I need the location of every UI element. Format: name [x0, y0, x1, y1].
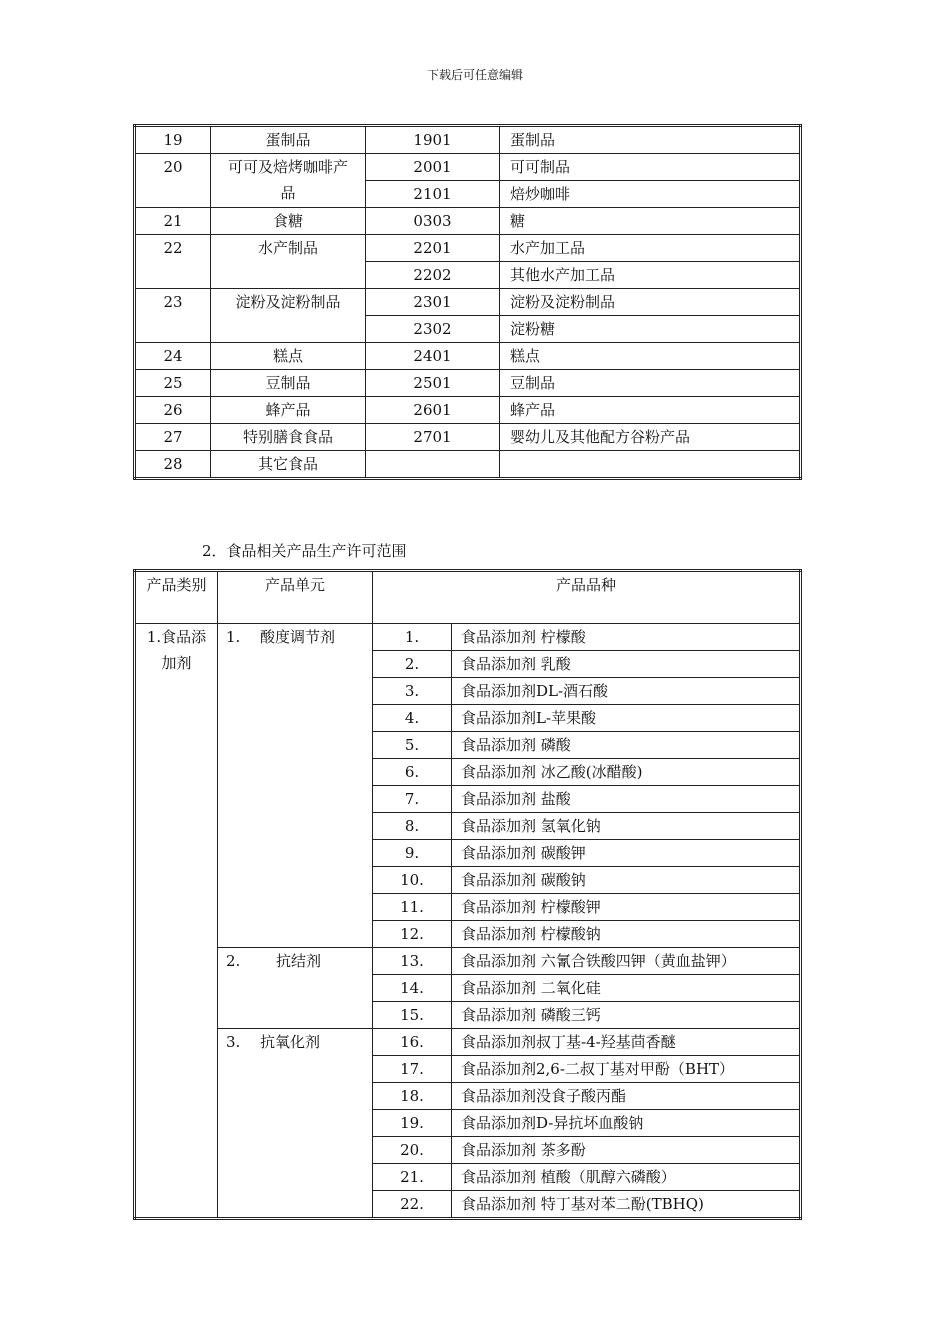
unit-number: 1.	[226, 628, 241, 646]
unit-code: 1901	[366, 126, 500, 154]
unit-name: 蛋制品	[500, 126, 801, 154]
variety-name: 食品添加剂 植酸（肌醇六磷酸）	[452, 1164, 801, 1191]
variety-name: 食品添加剂 二氧化硅	[452, 975, 801, 1002]
variety-name: 食品添加剂没食子酸丙酯	[452, 1083, 801, 1110]
table-row	[135, 451, 801, 479]
table-row	[135, 1029, 801, 1056]
table-header-row	[135, 571, 801, 624]
category-name: 淀粉及淀粉制品	[211, 289, 366, 343]
variety-name: 食品添加剂2,6-二叔丁基对甲酚（BHT）	[452, 1056, 801, 1083]
variety-number: 14.	[373, 975, 452, 1002]
category-number: 22	[135, 235, 211, 289]
variety-number: 7.	[373, 786, 452, 813]
variety-name: 食品添加剂 磷酸	[452, 732, 801, 759]
header-variety: 产品品种	[373, 571, 801, 624]
variety-number: 8.	[373, 813, 452, 840]
unit-code: 2101	[366, 181, 500, 208]
unit-code: 2501	[366, 370, 500, 397]
variety-name: 食品添加剂D-异抗坏血酸钠	[452, 1110, 801, 1137]
unit-code: 2001	[366, 154, 500, 181]
unit-name: 其他水产加工品	[500, 262, 801, 289]
category-name: 蛋制品	[211, 126, 366, 154]
table-row	[135, 624, 801, 651]
unit-code	[366, 451, 500, 479]
unit-name	[500, 451, 801, 479]
variety-number: 10.	[373, 867, 452, 894]
product-category: 1.食品添加剂	[135, 624, 218, 1219]
variety-number: 4.	[373, 705, 452, 732]
variety-name: 食品添加剂 特丁基对苯二酚(TBHQ)	[452, 1191, 801, 1219]
header-unit: 产品单元	[218, 571, 373, 624]
variety-number: 20.	[373, 1137, 452, 1164]
variety-number: 18.	[373, 1083, 452, 1110]
unit-code: 2201	[366, 235, 500, 262]
variety-number: 2.	[373, 651, 452, 678]
table-row	[135, 126, 801, 154]
category-number: 28	[135, 451, 211, 479]
unit-name: 淀粉及淀粉制品	[500, 289, 801, 316]
page-header: 下载后可任意编辑	[426, 68, 523, 82]
product-unit	[218, 624, 373, 948]
unit-code: 2601	[366, 397, 500, 424]
unit-code: 0303	[366, 208, 500, 235]
variety-number: 9.	[373, 840, 452, 867]
table-row	[135, 948, 801, 975]
variety-name: 食品添加剂叔丁基-4-羟基茴香醚	[452, 1029, 801, 1056]
unit-name: 糖	[500, 208, 801, 235]
variety-number: 16.	[373, 1029, 452, 1056]
category-number: 25	[135, 370, 211, 397]
unit-code: 2302	[366, 316, 500, 343]
product-unit	[218, 1029, 373, 1219]
variety-name: 食品添加剂DL-酒石酸	[452, 678, 801, 705]
table-row	[135, 424, 801, 451]
variety-name: 食品添加剂 柠檬酸钾	[452, 894, 801, 921]
unit-code: 2301	[366, 289, 500, 316]
unit-name: 糕点	[500, 343, 801, 370]
product-unit	[218, 948, 373, 1029]
variety-name: 食品添加剂 茶多酚	[452, 1137, 801, 1164]
variety-number: 15.	[373, 1002, 452, 1029]
variety-name: 食品添加剂 碳酸钠	[452, 867, 801, 894]
category-name: 水产制品	[211, 235, 366, 289]
unit-name: 婴幼儿及其他配方谷粉产品	[500, 424, 801, 451]
category-number: 26	[135, 397, 211, 424]
category-number: 19	[135, 126, 211, 154]
variety-number: 5.	[373, 732, 452, 759]
variety-name: 食品添加剂 磷酸三钙	[452, 1002, 801, 1029]
variety-number: 11.	[373, 894, 452, 921]
unit-number: 3.	[226, 1033, 241, 1051]
variety-name: 食品添加剂 碳酸钾	[452, 840, 801, 867]
variety-number: 19.	[373, 1110, 452, 1137]
variety-name: 食品添加剂L-苹果酸	[452, 705, 801, 732]
unit-name: 可可制品	[500, 154, 801, 181]
category-number: 23	[135, 289, 211, 343]
category-name: 其它食品	[211, 451, 366, 479]
category-number: 21	[135, 208, 211, 235]
unit-name: 酸度调节剂	[260, 628, 336, 646]
unit-name: 抗结剂	[276, 952, 322, 970]
variety-number: 13.	[373, 948, 452, 975]
table-row	[135, 343, 801, 370]
unit-code: 2401	[366, 343, 500, 370]
table-row	[135, 370, 801, 397]
category-name: 可可及焙烤咖啡产品	[211, 154, 366, 208]
unit-name: 淀粉糖	[500, 316, 801, 343]
section-title: 2．食品相关产品生产许可范围	[202, 542, 407, 560]
variety-number: 3.	[373, 678, 452, 705]
table-row	[135, 154, 801, 181]
variety-number: 1.	[373, 624, 452, 651]
variety-number: 6.	[373, 759, 452, 786]
variety-name: 食品添加剂 氢氧化钠	[452, 813, 801, 840]
category-number: 20	[135, 154, 211, 208]
table-row	[135, 208, 801, 235]
table-row	[135, 235, 801, 262]
category-number: 27	[135, 424, 211, 451]
category-number: 24	[135, 343, 211, 370]
unit-number: 2.	[226, 952, 241, 970]
table-row	[135, 289, 801, 316]
unit-name: 豆制品	[500, 370, 801, 397]
food-category-table	[133, 124, 802, 480]
variety-name: 食品添加剂 六氰合铁酸四钾（黄血盐钾）	[452, 948, 801, 975]
variety-number: 12.	[373, 921, 452, 948]
unit-name: 蜂产品	[500, 397, 801, 424]
unit-name: 水产加工品	[500, 235, 801, 262]
unit-name: 抗氧化剂	[260, 1033, 321, 1051]
variety-name: 食品添加剂 盐酸	[452, 786, 801, 813]
unit-code: 2701	[366, 424, 500, 451]
related-products-table	[133, 569, 802, 1220]
category-name: 特别膳食食品	[211, 424, 366, 451]
variety-number: 22.	[373, 1191, 452, 1219]
category-name: 糕点	[211, 343, 366, 370]
variety-name: 食品添加剂 乳酸	[452, 651, 801, 678]
category-name: 蜂产品	[211, 397, 366, 424]
category-name: 豆制品	[211, 370, 366, 397]
variety-number: 17.	[373, 1056, 452, 1083]
unit-code: 2202	[366, 262, 500, 289]
variety-number: 21.	[373, 1164, 452, 1191]
unit-name: 焙炒咖啡	[500, 181, 801, 208]
table-row	[135, 397, 801, 424]
variety-name: 食品添加剂 冰乙酸(冰醋酸)	[452, 759, 801, 786]
category-name: 食糖	[211, 208, 366, 235]
header-category: 产品类别	[135, 571, 218, 624]
variety-name: 食品添加剂 柠檬酸	[452, 624, 801, 651]
variety-name: 食品添加剂 柠檬酸钠	[452, 921, 801, 948]
